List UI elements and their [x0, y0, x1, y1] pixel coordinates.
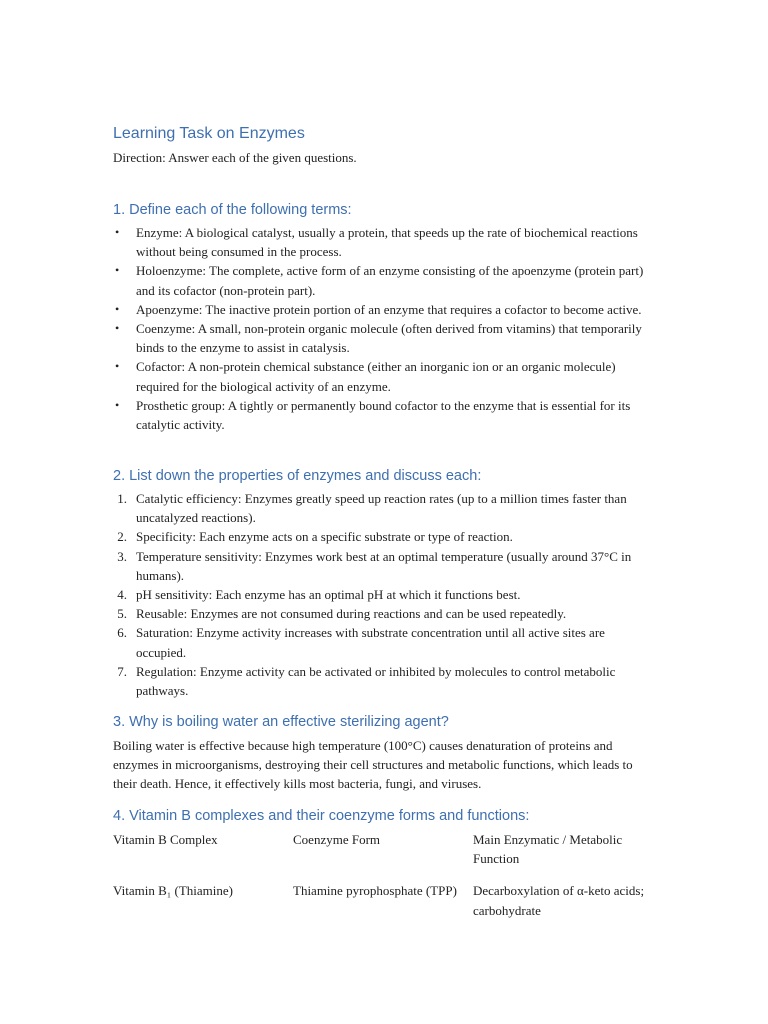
list-number: 4.	[117, 587, 127, 603]
list-item: 6. Saturation: Enzyme activity increases with substrate concentration until all active sites are occupied.	[113, 623, 653, 661]
list-number: 3.	[117, 548, 127, 564]
list-number: 6.	[117, 625, 127, 641]
table-cell: Decarboxylation of α-keto acids; carbohydrate	[473, 883, 645, 918]
list-number: 5.	[117, 606, 127, 622]
definitions-list	[113, 223, 653, 434]
column-header: Main Enzymatic / Metabolic Function	[473, 832, 623, 867]
list-item: • Holoenzyme: The complete, active form of an enzyme consisting of the apoenzyme (protein part) and its cofactor (non-protein part).	[115, 263, 644, 298]
section-1-heading: 1. Define each of the following terms:	[113, 202, 352, 218]
table-row	[113, 881, 648, 919]
bullet-icon: •	[115, 225, 120, 239]
section-2-heading: 2. List down the properties of enzymes and discuss each:	[113, 468, 482, 484]
vitamin-b-table	[113, 830, 648, 920]
list-item: • Coenzyme: A small, non-protein organic molecule (often derived from vitamins) that temporarily binds to the enzyme to assist in catalysis.	[115, 321, 642, 356]
list-item: • Prosthetic group: A tightly or permanently bound cofactor to the enzyme that is essential for its catalytic activity.	[115, 397, 631, 433]
bullet-icon: •	[115, 263, 120, 278]
properties-list	[113, 489, 653, 700]
list-item: 3. Temperature sensitivity: Enzymes work best at an optimal temperature (usually around 37°C in humans).	[113, 547, 653, 585]
list-item: • Apoenzyme: The inactive protein portion of an enzyme that requires a cofactor to become active.	[113, 300, 653, 319]
bullet-icon: •	[115, 321, 120, 336]
table-cell: Thiamine pyrophosphate (TPP)	[293, 883, 457, 899]
list-item: • Enzyme: A biological catalyst, usually a protein, that speeds up the rate of biochemical reactions without being consumed in the process.	[115, 225, 638, 260]
list-number: 1.	[117, 491, 127, 506]
section-3-heading: 3. Why is boiling water an effective sterilizing agent?	[113, 714, 449, 730]
list-number: 7.	[117, 663, 127, 679]
bullet-icon: •	[115, 359, 120, 374]
column-header: Coenzyme Form	[293, 832, 381, 847]
bullet-icon: •	[115, 301, 120, 316]
list-item: • Cofactor: A non-protein chemical substance (either an inorganic ion or an organic molecule) required for the biological activity of an enzyme.	[115, 359, 616, 394]
column-header: Vitamin B Complex	[113, 832, 218, 847]
table-cell: Vitamin B₁ (Thiamine)	[113, 883, 234, 899]
list-item: 5. Reusable: Enzymes are not consumed during reactions and can be used repeatedly.	[113, 604, 653, 623]
table-header-row	[113, 830, 648, 881]
list-item: 4. pH sensitivity: Each enzyme has an optimal pH at which it functions best.	[113, 585, 653, 604]
list-item: 2. Specificity: Each enzyme acts on a specific substrate or type of reaction.	[113, 527, 653, 546]
direction-text: Direction: Answer each of the given questions.	[113, 150, 357, 165]
list-number: 2.	[117, 529, 127, 545]
list-item: 1. Catalytic efficiency: Enzymes greatly speed up reaction rates (up to a million times faster than uncatalyzed reactions).	[113, 489, 653, 527]
page-title: Learning Task on Enzymes	[113, 125, 305, 142]
section-4-heading: 4. Vitamin B complexes and their coenzyme forms and functions:	[113, 808, 530, 824]
list-item: 7. Regulation: Enzyme activity can be activated or inhibited by molecules to control metabolic pathways.	[113, 662, 653, 700]
bullet-icon: •	[115, 397, 120, 412]
sterilization-answer: Boiling water is effective because high temperature (100°C) causes denaturation of proteins and enzymes in microorganisms, destroying their cell structures and metabolic functions, which leads to their death. Hence, it effectively kills most bacteria, fungi, and viruses.	[113, 738, 633, 792]
